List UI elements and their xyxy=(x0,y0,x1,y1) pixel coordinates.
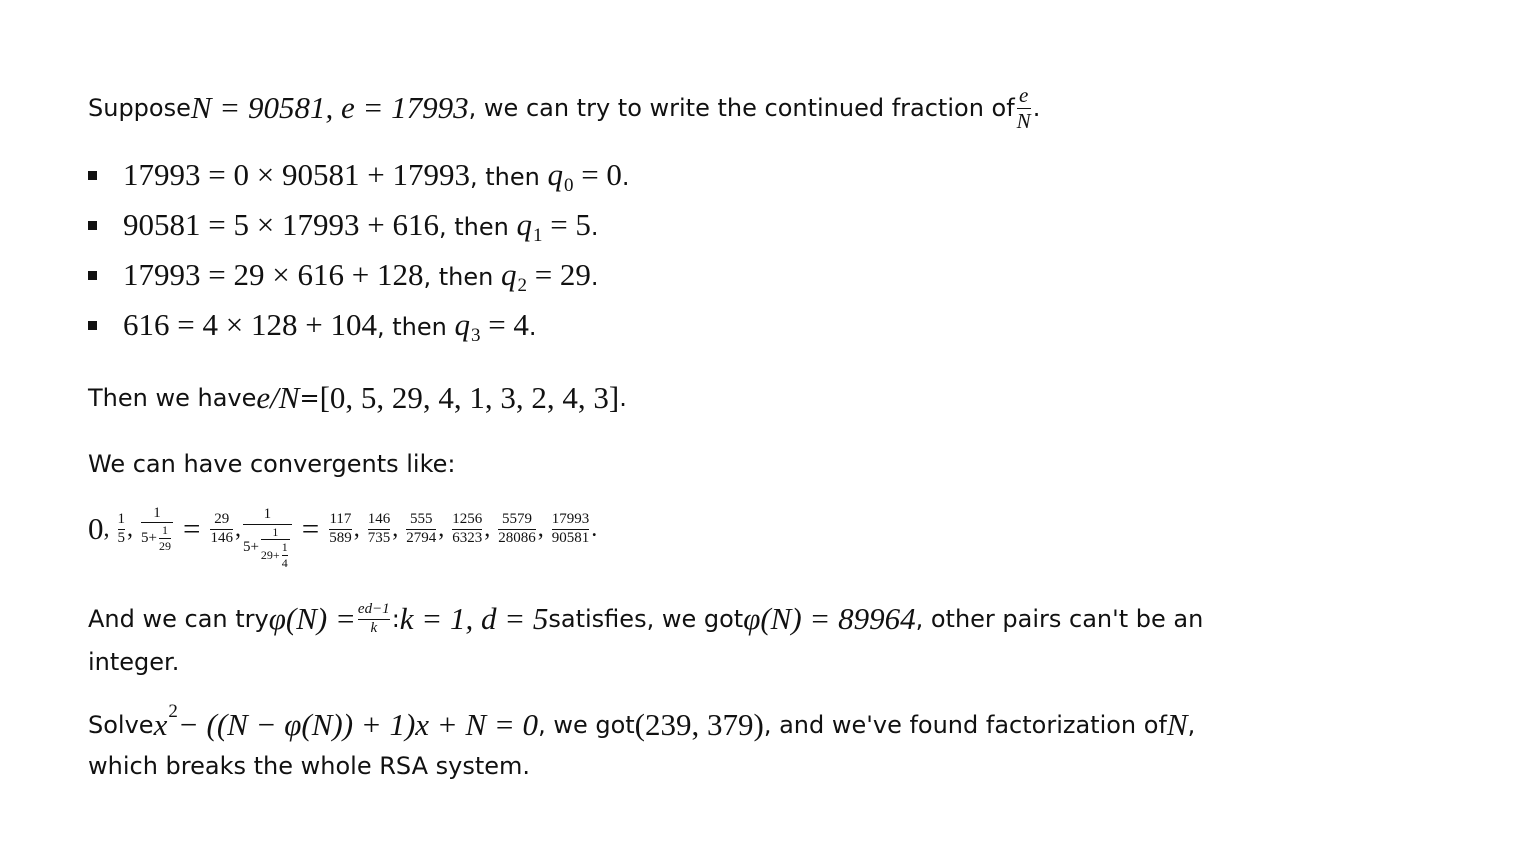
phi-value: φ(N) = 89964 xyxy=(743,601,916,636)
step-q-value: = 5 xyxy=(542,207,591,242)
solve-x: x xyxy=(153,707,168,742)
continued-fraction-line xyxy=(88,376,627,420)
intro-middle: , we can try to write the continued fraction of xyxy=(468,94,1015,122)
step-q: q xyxy=(500,257,517,292)
cf-suffix: . xyxy=(619,384,627,412)
step-q-sub: 1 xyxy=(532,225,543,246)
intro-fraction xyxy=(1017,84,1031,131)
step-q: q xyxy=(516,207,532,242)
bullet-icon xyxy=(88,171,97,180)
phi-kd: k = 1, d = 5 xyxy=(399,601,549,636)
step-end: . xyxy=(528,313,537,341)
intro-frac-den: N xyxy=(1016,108,1031,133)
intro-prefix: Suppose xyxy=(88,94,191,122)
solve-paragraph-line2: which breaks the whole RSA system. xyxy=(88,752,531,780)
phi-fraction: $\frac{ed-1}{k}$ xyxy=(357,600,390,636)
list-item xyxy=(88,150,630,200)
phi-middle: satisfies, we got xyxy=(548,605,744,633)
phi-lhs: φ(N) = xyxy=(268,601,356,636)
step-then: , then xyxy=(376,313,455,341)
solve-paragraph-line1 xyxy=(88,702,1195,748)
list-item xyxy=(88,250,630,300)
convergent-6: $\frac{555}{2794}$ xyxy=(406,510,437,546)
euclid-steps-list xyxy=(88,150,630,350)
convergent-5: $\frac{146}{735}$ xyxy=(367,510,391,546)
step-end: . xyxy=(590,263,599,291)
step-q-value: = 0 xyxy=(573,157,622,192)
phi-prefix: And we can try xyxy=(88,605,269,633)
step-q: q xyxy=(454,307,470,342)
solve-middle: , we got xyxy=(538,711,635,739)
solve-roots: (239, 379) xyxy=(634,707,764,742)
step-equation: 17993 = 29 × 616 + 128 xyxy=(123,257,424,292)
step-then: , then xyxy=(438,213,517,241)
convergent-zero: 0 xyxy=(88,511,104,546)
step-then: , then xyxy=(423,263,501,291)
phi-paragraph-line2: integer. xyxy=(88,648,180,676)
phi-suffix: , other pairs can't be an xyxy=(915,605,1204,633)
bullet-icon xyxy=(88,271,97,280)
solve-exp: 2 xyxy=(168,701,178,722)
solve-after: , and we've found factorization of xyxy=(763,711,1167,739)
cf-rhs: [0, 5, 29, 4, 1, 3, 2, 4, 3] xyxy=(319,380,620,415)
solve-comma: , xyxy=(1187,711,1196,739)
step-then: , then xyxy=(469,163,548,191)
intro-suffix: . xyxy=(1032,94,1041,122)
convergent-1: $\frac{1}{5}$ xyxy=(117,510,125,546)
step-end: . xyxy=(590,213,599,241)
convergent-4: $\frac{117}{589}$ xyxy=(329,510,352,546)
step-equation: 616 = 4 × 128 + 104 xyxy=(123,307,377,342)
phi-paragraph-line1 xyxy=(88,596,1203,642)
convergents-label: We can have convergents like: xyxy=(88,450,456,478)
convergent-9: $\frac{17993}{90581}$ xyxy=(551,510,590,546)
convergent-7: $\frac{1256}{6323}$ xyxy=(452,510,483,546)
step-q-value: = 4 xyxy=(480,307,529,342)
step-q-sub: 2 xyxy=(517,275,527,296)
convergents-expression: 0 , $\frac{1}{5}$ , 1 5+ $\frac{1}{29}$ = $\frac{29}{146}$ , 1 5+ 1 29+ $\frac{1}{4}$ = $\frac{117}{589}$ , $\frac{146}{735}$ , $\frac{555}{2794}$ , $\frac{1256}{6323}$ , $\frac{5579}{28086}$ , $\frac{17993}{90581}$ . xyxy=(88,504,598,570)
solve-n: N xyxy=(1166,707,1188,742)
cf-eq: = xyxy=(299,384,320,412)
step-q-sub: 3 xyxy=(470,325,481,346)
intro-paragraph xyxy=(88,83,1041,133)
step-q: q xyxy=(547,157,563,192)
list-item xyxy=(88,200,630,250)
bullet-icon xyxy=(88,321,97,330)
bullet-icon xyxy=(88,221,97,230)
step-q-sub: 0 xyxy=(563,175,574,196)
convergent-2: $\frac{29}{146}$ xyxy=(210,510,233,546)
convergent-2-nested: 1 5+ $\frac{1}{29}$ xyxy=(141,504,171,553)
solve-equation: − ((N − φ(N)) + 1)x + N = 0 xyxy=(177,707,539,742)
step-q-value: = 29 xyxy=(526,257,591,292)
cf-prefix: Then we have xyxy=(88,384,257,412)
step-equation: 90581 = 5 × 17993 + 616 xyxy=(123,207,439,242)
phi-colon: : xyxy=(391,605,400,633)
list-item xyxy=(88,300,630,350)
step-end: . xyxy=(621,163,630,191)
intro-frac-num: e xyxy=(1019,83,1029,108)
step-equation: 17993 = 0 × 90581 + 17993 xyxy=(123,157,470,192)
convergent-8: $\frac{5579}{28086}$ xyxy=(498,510,536,546)
intro-math: N = 90581, e = 17993 xyxy=(190,90,469,125)
convergent-3-nested: 1 5+ 1 29+ $\frac{1}{4}$ xyxy=(243,507,292,570)
cf-lhs: e/N xyxy=(256,380,300,415)
solve-prefix: Solve xyxy=(88,711,154,739)
